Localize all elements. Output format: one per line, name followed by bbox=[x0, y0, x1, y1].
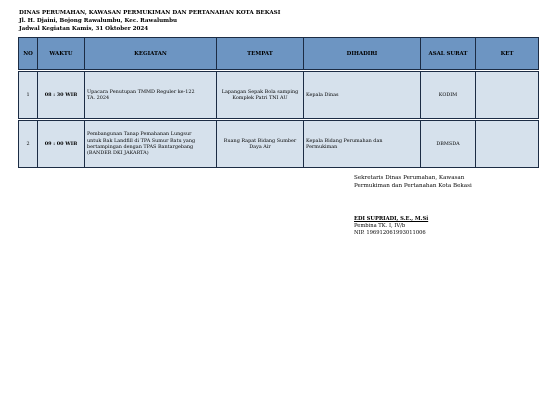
dihadiri-line: Kepala Bidang Perumahan dan bbox=[306, 137, 383, 144]
tempat-line: Daya Air bbox=[249, 144, 271, 150]
cell-dihadiri bbox=[304, 121, 421, 168]
kegiatan-line: (BANDER DKI JAKARTA) bbox=[87, 150, 149, 157]
cell-waktu: 09 : 00 WIB bbox=[38, 121, 85, 168]
cell-tempat bbox=[217, 72, 304, 119]
column-header-ket: KET bbox=[476, 38, 539, 70]
cell-no: 2 bbox=[19, 121, 38, 168]
cell-kegiatan bbox=[85, 121, 217, 168]
agency-address: Jl. H. Djaini, Bojong Rawalumbu, Kec. Rawalumbu bbox=[19, 17, 178, 24]
tempat-line: Komplek Patri TNI AU bbox=[232, 95, 288, 101]
column-header-waktu: WAKTU bbox=[38, 38, 85, 70]
column-header-kegiatan: KEGIATAN bbox=[85, 38, 217, 70]
kegiatan-line: bertampingan dengan TPAS Bantargebang bbox=[87, 144, 194, 150]
cell-asal-surat: KODIM bbox=[421, 72, 476, 119]
cell-kegiatan bbox=[85, 72, 217, 119]
schedule-date: Jadwal Kegiatan Kamis, 31 Oktober 2024 bbox=[19, 25, 149, 32]
agency-title: DINAS PERUMAHAN, KAWASAN PERMUKIMAN DAN PERTANAHAN KOTA BEKASI bbox=[19, 10, 281, 16]
column-header-tempat: TEMPAT bbox=[217, 38, 304, 70]
cell-no: 1 bbox=[19, 72, 38, 119]
signatory-position: Sekretaris Dinas Perumahan, Kawasan bbox=[354, 175, 465, 181]
tempat-line: Ruang Rapat Bidang Sumber bbox=[223, 137, 297, 144]
column-header-asal-surat: ASAL SURAT bbox=[421, 38, 476, 70]
kegiatan-line: untuk Bak Landfill di TPA Sumur Batu yang bbox=[87, 137, 196, 144]
kegiatan-line: Upacara Penutupan TMMD Reguler ke-122 bbox=[87, 88, 195, 95]
document-header bbox=[19, 10, 280, 33]
kegiatan-line: Pembangunan Tanap Pemahanan Lungsur bbox=[87, 131, 192, 138]
signature-block bbox=[354, 174, 472, 237]
cell-waktu: 08 : 30 WIB bbox=[38, 72, 85, 119]
dihadiri-line: Kepala Dinas bbox=[306, 91, 339, 98]
schedule-table bbox=[18, 37, 539, 168]
signatory-rank: Pembina TK. I, IV/b bbox=[354, 223, 406, 229]
cell-tempat bbox=[217, 121, 304, 168]
cell-asal-surat: DBMSDA bbox=[421, 121, 476, 168]
kegiatan-line: TA. 2024 bbox=[87, 95, 110, 101]
signatory-nip: NIP. 196912061993011006 bbox=[354, 230, 426, 236]
dihadiri-line: Permukiman bbox=[306, 144, 338, 150]
table-header-row bbox=[19, 38, 539, 70]
column-header-no: NO bbox=[19, 38, 38, 70]
tempat-line: Lapangan Sepak Bola samping bbox=[221, 88, 299, 95]
column-header-dihadiri: DIHADIRI bbox=[304, 38, 421, 70]
signatory-position: Permukiman dan Pertanahan Kota Bekasi bbox=[354, 183, 472, 189]
table-row bbox=[19, 121, 539, 168]
cell-dihadiri bbox=[304, 72, 421, 119]
cell-ket bbox=[476, 121, 539, 168]
signatory-name: EDI SUPRIADI, S.E., M.Si bbox=[354, 216, 429, 222]
cell-ket bbox=[476, 72, 539, 119]
table-row bbox=[19, 72, 539, 119]
